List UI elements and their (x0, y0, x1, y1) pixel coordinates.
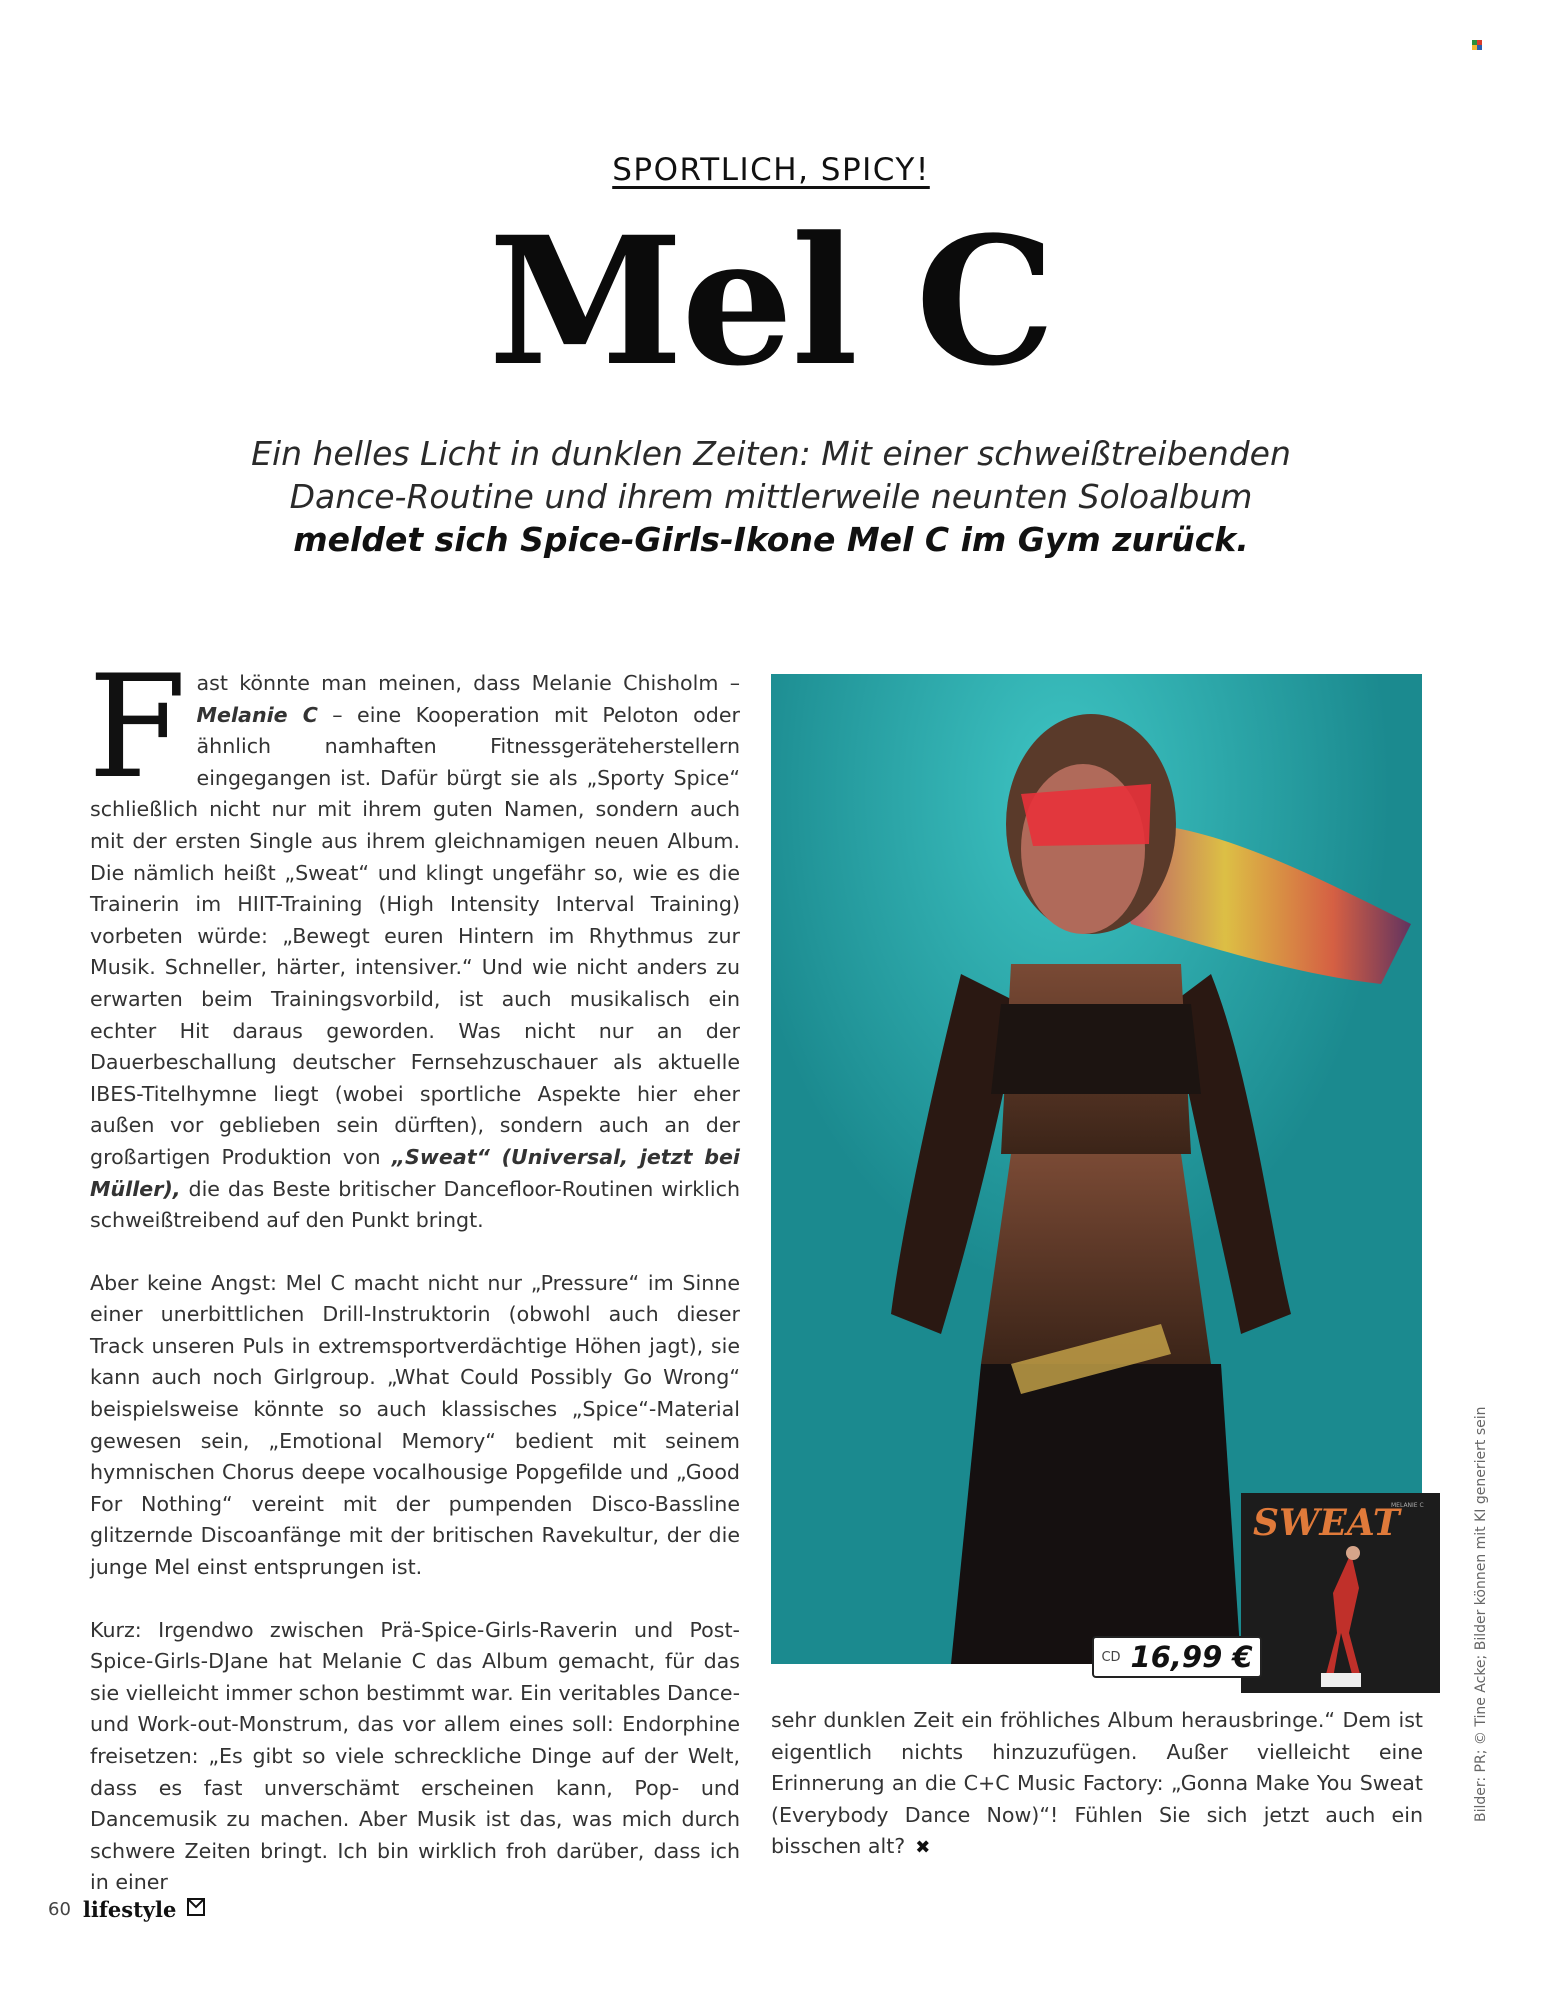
price-tag (1092, 1636, 1262, 1678)
price-prefix: CD (1101, 1649, 1121, 1665)
album-cover-artist: MELANIE C (1391, 1502, 1424, 1509)
corner-logo-icon (1472, 37, 1482, 55)
right-column (771, 1705, 1423, 1895)
brand-logo-icon (186, 1897, 206, 1922)
subhead-line-2: Dance-Routine und ihrem mittlerweile neunten Soloalbum (289, 477, 1253, 516)
paragraph-4 (771, 1705, 1423, 1864)
p1-text-1: ast könnte man meinen, dass Melanie Chisholm – (196, 671, 740, 695)
paragraph-2: Aber keine Angst: Mel C macht nicht nur „Pressure“ im Sinne einer unerbittlichen Drill-Instruktorin (obwohl auch dieser Track unseren Puls in extremsportverdächtige Höhen jagt), sie kann auch noch Girlgroup. „What Could Possibly Go Wrong“ beispielsweise könnte so auch klassisches „Spice“-Material gewesen sein, „Emotional Memory“ bedient mit seinem hymnischen Chorus deepe vocalhousige Popgefilde und „Good For Nothing“ vereint mit der pumpenden Disco-Bassline glitzernde Discoanfänge mit der britischen Ravekultur, der die junge Mel einst entsprungen ist. (90, 1270, 740, 1580)
paragraph-3: Kurz: Irgendwo zwischen Prä-Spice-Girls-Raverin und Post-Spice-Girls-DJane hat Melanie C das Album gemacht, für das sie vielleicht immer schon bestimmt war. Ein veritables Dance- und Work-out-Monstrum, das vor allem eines soll: Endorphine freisetzen: „Es gibt so viele schreckliche Dinge auf der Welt, dass es fast unverschämt erscheinen kann, Pop- und Dancemusik zu machen. Aber Musik ist das, was mich durch schwere Zeiten bringt. Ich bin wirklich froh darüber, dass ich in einer (90, 1617, 740, 1895)
p1-text-2: – eine Kooperation mit Peloton oder ähnlich namhaften Fitnessgeräteherstellern eingegangen ist. Dafür bürgt sie als „Sporty Spice“ schließlich nicht nur mit ihrem guten Namen, sondern auch mit der ersten Single aus ihrem gleichnamigen neuen Album. Die nämlich heißt „Sweat“ und klingt ungefähr so, wie es die Trainerin im HIIT-Training (High Intensity Interval Training) vorbeten würde: „Bewegt euren Hintern im Rhythmus zur Musik. Schneller, härter, intensiver.“ Und wie nicht anders zu erwarten beim Trainingsvorbild, ist auch musikalisch ein echter Hit daraus geworden. Was nicht nur an der Dauerbeschallung deutscher Fernsehzuschauer als aktuelle IBES-Titelhymne liegt (wobei sportliche Aspekte hier eher außen vor geblieben sein dürften), sondern auch an der großartigen Produktion von (90, 702, 740, 1169)
price-amount: 16,99 € (1130, 1640, 1253, 1674)
end-mark-icon: ✖ (915, 1837, 931, 1859)
p1-bold-name: Melanie C (196, 702, 318, 727)
paragraph-4-text: sehr dunklen Zeit ein fröhliches Album herausbringe.“ Dem ist eigentlich nichts hinzuzufügen. Außer vielleicht eine Erinnerung an die C+C Music Factory: „Gonna Make You Sweat (Everybody Dance Now)“! Fühlen Sie sich jetzt auch ein bisschen alt? (771, 1708, 1423, 1859)
photo-credit: Bilder: PR; © Tine Acke; Bilder können mit KI generiert sein (1473, 1406, 1489, 1822)
subhead-bold-line: meldet sich Spice-Girls-Ikone Mel C im Gym zurück. (293, 520, 1249, 559)
page-number: 60 (48, 1899, 71, 1920)
paragraph-1 (88, 645, 740, 1237)
subhead (200, 432, 1342, 561)
kicker: SPORTLICH, SPICY! (612, 152, 930, 188)
subhead-line-1: Ein helles Licht in dunklen Zeiten: Mit einer schweißtreibenden (251, 434, 1291, 473)
p1-bold-album: „Sweat“ (Universal, jetzt bei Müller), (90, 1144, 740, 1201)
footer (48, 1897, 206, 1922)
brand-name: lifestyle (82, 1897, 177, 1922)
headline: Mel C (488, 198, 1054, 405)
left-column (88, 645, 740, 1930)
drop-cap: F (88, 645, 187, 810)
album-cover-title: SWEAT (1253, 1502, 1400, 1544)
p1-text-3: die das Beste britischer Dancefloor-Routinen wirklich schweißtreibend auf den Punkt bringt. (90, 1176, 740, 1233)
album-cover (1241, 1493, 1440, 1693)
